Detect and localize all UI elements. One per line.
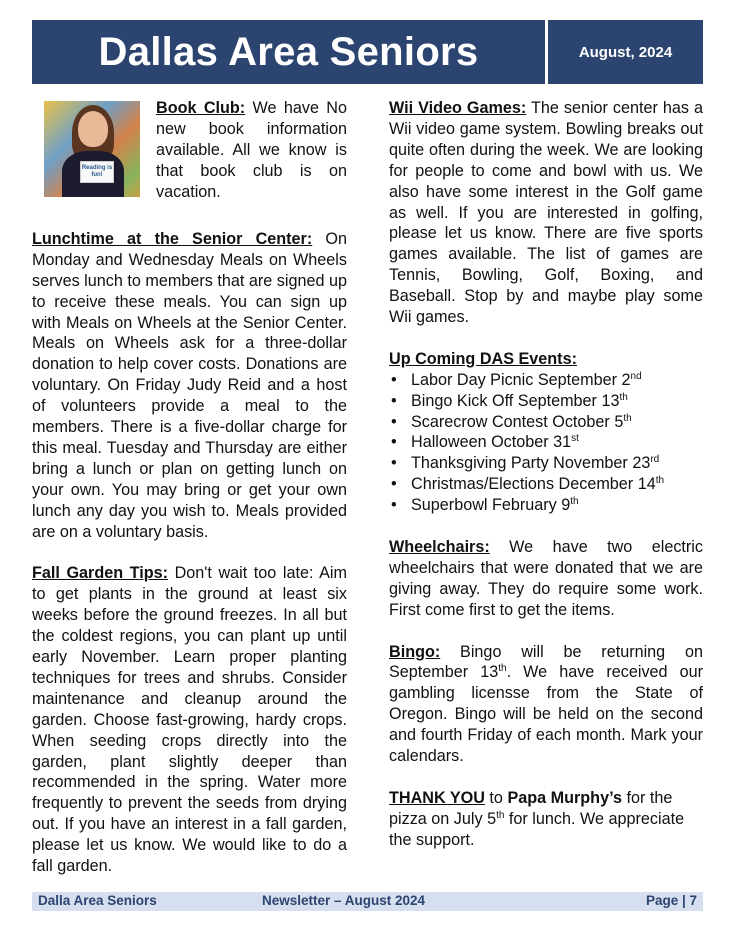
list-item: • Halloween October 31st [389, 432, 703, 453]
bingo-section: Bingo: Bingo will be returning on September 13th. We have received our gambling licensse from the State of Oregon. Bingo will be held on the second and fourth Friday of each month. Mark your calendars. [389, 642, 703, 766]
wii-heading: Wii Video Games: [389, 99, 527, 117]
bingo-heading: Bingo: [389, 642, 441, 661]
list-item: • Scarecrow Contest October 5th [389, 412, 703, 433]
wii-body: The senior center has a Wii video game system. Bowling breaks out quite often during the week. We are looking for people to come and bowl with us. We also have some interest in the Golf game as well. If you are interested in golfing, please let us know. There are five sports games available. The list of games are Tennis, Bowling, Golf, Boxing, and Baseball. Stop by and maybe play some Wii games. [389, 99, 703, 327]
lunchtime-section [32, 229, 347, 543]
events-heading [389, 349, 703, 370]
wheelchairs-body: We have two electric wheelchairs that were donated that we are giving away. They do require some work. First come first to get the items. [389, 538, 703, 619]
list-item: • Bingo Kick Off September 13th [389, 391, 703, 412]
book-club-section [32, 98, 347, 208]
wheelchairs-section [389, 537, 703, 621]
fall-garden-body: Don't wait too late: Aim to get plants in the ground at least six weeks before the ground freezes. In all but the coldest regions, you can plant up until early November. Learn proper planting techniques for trees and shrubs. Consider maintenance and cleanup around the garden. Choose fast-growing, hardy crops. When seeding crops directly into the garden, plant slightly deeper than recommended in the spring. Water more frequently to prevent the seeds from drying out. If you have an interest in a fall garden, please let us know. We would like to do a fall garden. [32, 564, 347, 876]
fall-garden-section [32, 563, 347, 877]
wii-section [389, 98, 703, 328]
sponsor-name: Papa Murphy’s [507, 788, 622, 807]
newsletter-title: Dallas Area Seniors [32, 20, 545, 84]
events-list [389, 370, 703, 516]
list-item: • Christmas/Elections December 14th [389, 474, 703, 495]
book-club-body: We have No new book information available. All we know is that book club is on vacation. [156, 99, 347, 201]
right-column [389, 98, 703, 851]
book-club-photo [44, 101, 140, 197]
events-heading-text: Up Coming DAS Events: [389, 349, 577, 368]
book-club-heading: Book Club: [156, 99, 246, 117]
issue-date: August, 2024 [548, 20, 703, 84]
footer-org-name: Dalla Area Seniors [38, 893, 157, 908]
list-item: • Superbowl February 9th [389, 495, 703, 516]
thank-you-heading: THANK YOU [389, 788, 485, 807]
wheelchairs-heading: Wheelchairs: [389, 538, 490, 556]
list-item: • Labor Day Picnic September 2nd [389, 370, 703, 391]
footer-page-number: Page | 7 [645, 893, 697, 908]
page-footer [32, 892, 703, 911]
reading-sign: Reading is fun! [80, 161, 114, 183]
newsletter-header [32, 20, 703, 84]
thank-you-section: THANK YOU to Papa Murphy’s for the pizza on July 5th for lunch. We appreciate the support. [389, 788, 685, 849]
footer-newsletter-title: Newsletter – August 2024 [262, 893, 426, 908]
left-column [32, 98, 347, 877]
book-club-text [156, 98, 347, 203]
lunchtime-heading: Lunchtime at the Senior Center: [32, 229, 313, 248]
list-item: • Thanksgiving Party November 23rd [389, 453, 703, 474]
fall-garden-heading: Fall Garden Tips: [32, 564, 169, 583]
lunchtime-body: On Monday and Wednesday Meals on Wheels serves lunch to members that are signed up to receive these meals. You can sign up with Meals on Wheels at the Senior Center. Meals on Wheels ask for a three-dollar donation to help cover costs. Donations are voluntary. On Friday Judy Reid and a host of volunteers provide a meal to the members. There is a five-dollar charge for this meal. Tuesday and Thursday are either bring a lunch or plan on getting lunch on your own. You may bring or get your own lunch any day you wish to. Meals provided are on a voluntary basis. [32, 229, 347, 541]
